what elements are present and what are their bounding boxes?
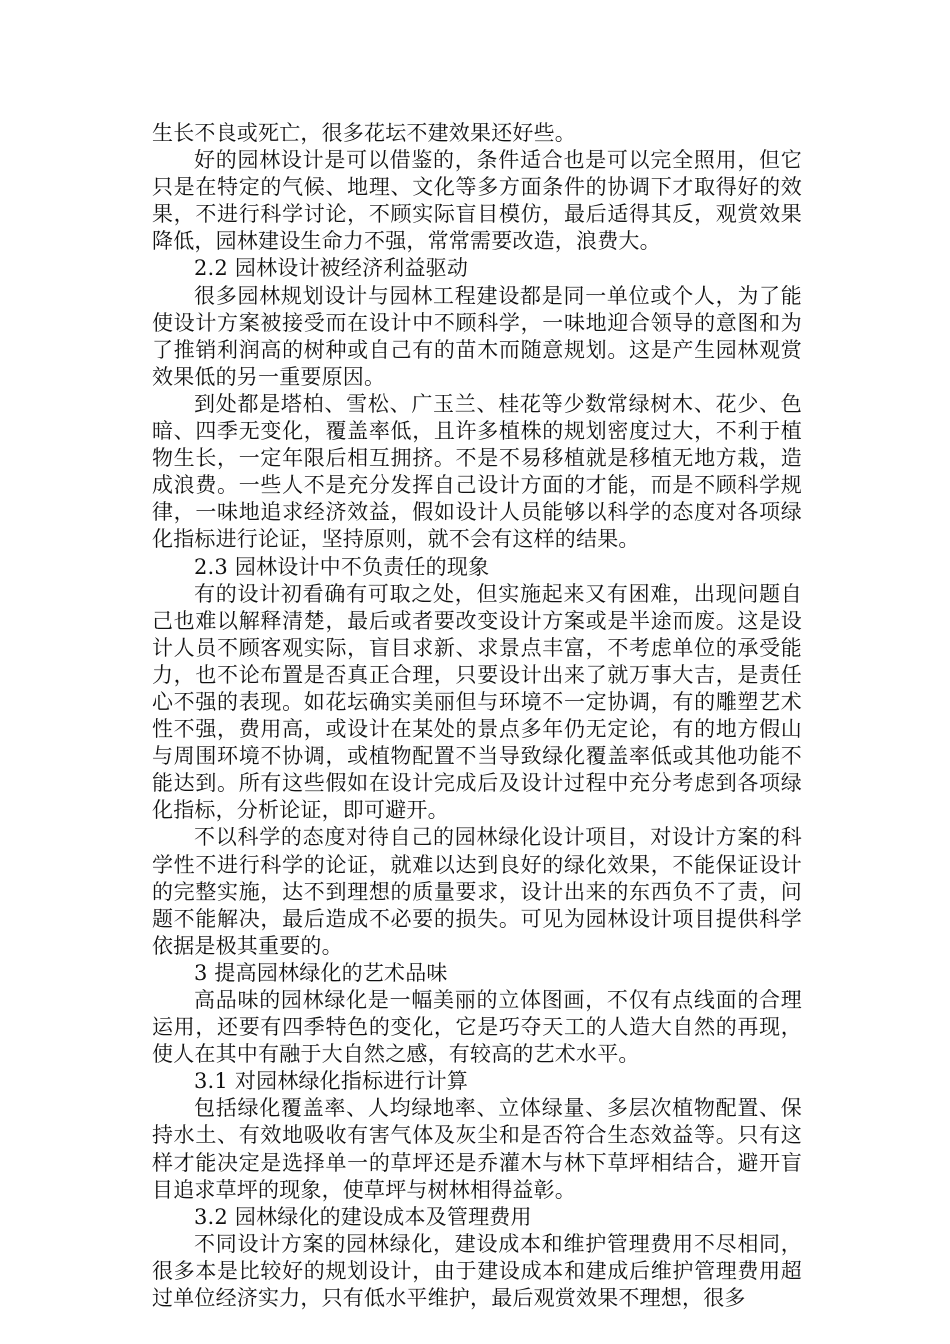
paragraph: 有的设计初看确有可取之处，但实施起来又有困难，出现问题自己也难以解释清楚，最后或者要改变设计方案或是半途而废。这是设计人员不顾客观实际，盲目求新、求景点丰富，不考虑单位的承受能力，也不论布置是否真正合理，只要设计出来了就万事大吉，是责任心不强的表现。如花坛确实美丽但与环境不一定协调，有的雕塑艺术性不强，费用高，或设计在某处的景点多年仍无定论，有的地方假山与周围环境不协调，或植物配置不当导致绿化覆盖率低或其他功能不能达到。所有这些假如在设计完成后及设计过程中充分考虑到各项绿化指标，分析论证，即可避开。 <box>152 581 802 823</box>
paragraph: 很多园林规划设计与园林工程建设都是同一单位或个人，为了能使设计方案被接受而在设计中不顾科学，一味地迎合领导的意图和为了推销利润高的树种或自己有的苗木而随意规划。这是产生园林观赏效果低的另一重要原因。 <box>152 283 802 389</box>
section-heading: 3.1 对园林绿化指标进行计算 <box>194 1069 469 1094</box>
section-heading: 3.2 园林绿化的建设成本及管理费用 <box>194 1204 532 1229</box>
section-heading: 3 提高园林绿化的艺术品味 <box>194 960 448 985</box>
section-heading: 2.2 园林设计被经济利益驱动 <box>194 256 469 281</box>
paragraph: 生长不良或死亡，很多花坛不建效果还好些。 <box>152 121 576 145</box>
paragraph: 好的园林设计是可以借鉴的，条件适合也是可以完全照用，但它只是在特定的气候、地理、文化等多方面条件的协调下才取得好的效果，不进行科学讨论，不顾实际盲目模仿，最后适得其反，观赏效果降低，园林建设生命力不强，常常需要改造，浪费大。 <box>152 148 802 254</box>
paragraph: 不同设计方案的园林绿化，建设成本和维护管理费用不尽相同，很多本是比较好的规划设计，由于建设成本和建成后维护管理费用超过单位经济实力，只有低水平维护，最后观赏效果不理想，很多 <box>152 1231 802 1311</box>
paragraph: 到处都是塔柏、雪松、广玉兰、桂花等少数常绿树木、花少、色暗、四季无变化，覆盖率低，且许多植株的规划密度过大，不利于植物生长，一定年限后相互拥挤。不是不易移植就是移植无地方栽，造成浪费。一些人不是充分发挥自己设计方面的才能，而是不顾科学规律，一味地追求经济效益，假如设计人员能够以科学的态度对各项绿化指标进行论证，坚持原则，就不会有这样的结果。 <box>152 391 802 552</box>
paragraph: 高品味的园林绿化是一幅美丽的立体图画，不仅有点线面的合理运用，还要有四季特色的变化，它是巧夺天工的人造大自然的再现，使人在其中有融于大自然之感，有较高的艺术水平。 <box>152 988 802 1067</box>
document-body <box>152 120 802 1312</box>
paragraph: 不以科学的态度对待自己的园林绿化设计项目，对设计方案的科学性不进行科学的论证，就难以达到良好的绿化效果，不能保证设计的完整实施，达不到理想的质量要求，设计出来的东西负不了责，问题不能解决，最后造成不必要的损失。可见为园林设计项目提供科学依据是极其重要的。 <box>152 825 802 958</box>
section-heading: 2.3 园林设计中不负责任的现象 <box>194 554 490 579</box>
paragraph: 包括绿化覆盖率、人均绿地率、立体绿量、多层次植物配置、保持水土、有效地吸收有害气体及灰尘和是否符合生态效益等。只有这样才能决定是选择单一的草坪还是乔灌木与林下草坪相结合，避开盲目追求草坪的现象，使草坪与树林相得益彰。 <box>152 1096 802 1202</box>
